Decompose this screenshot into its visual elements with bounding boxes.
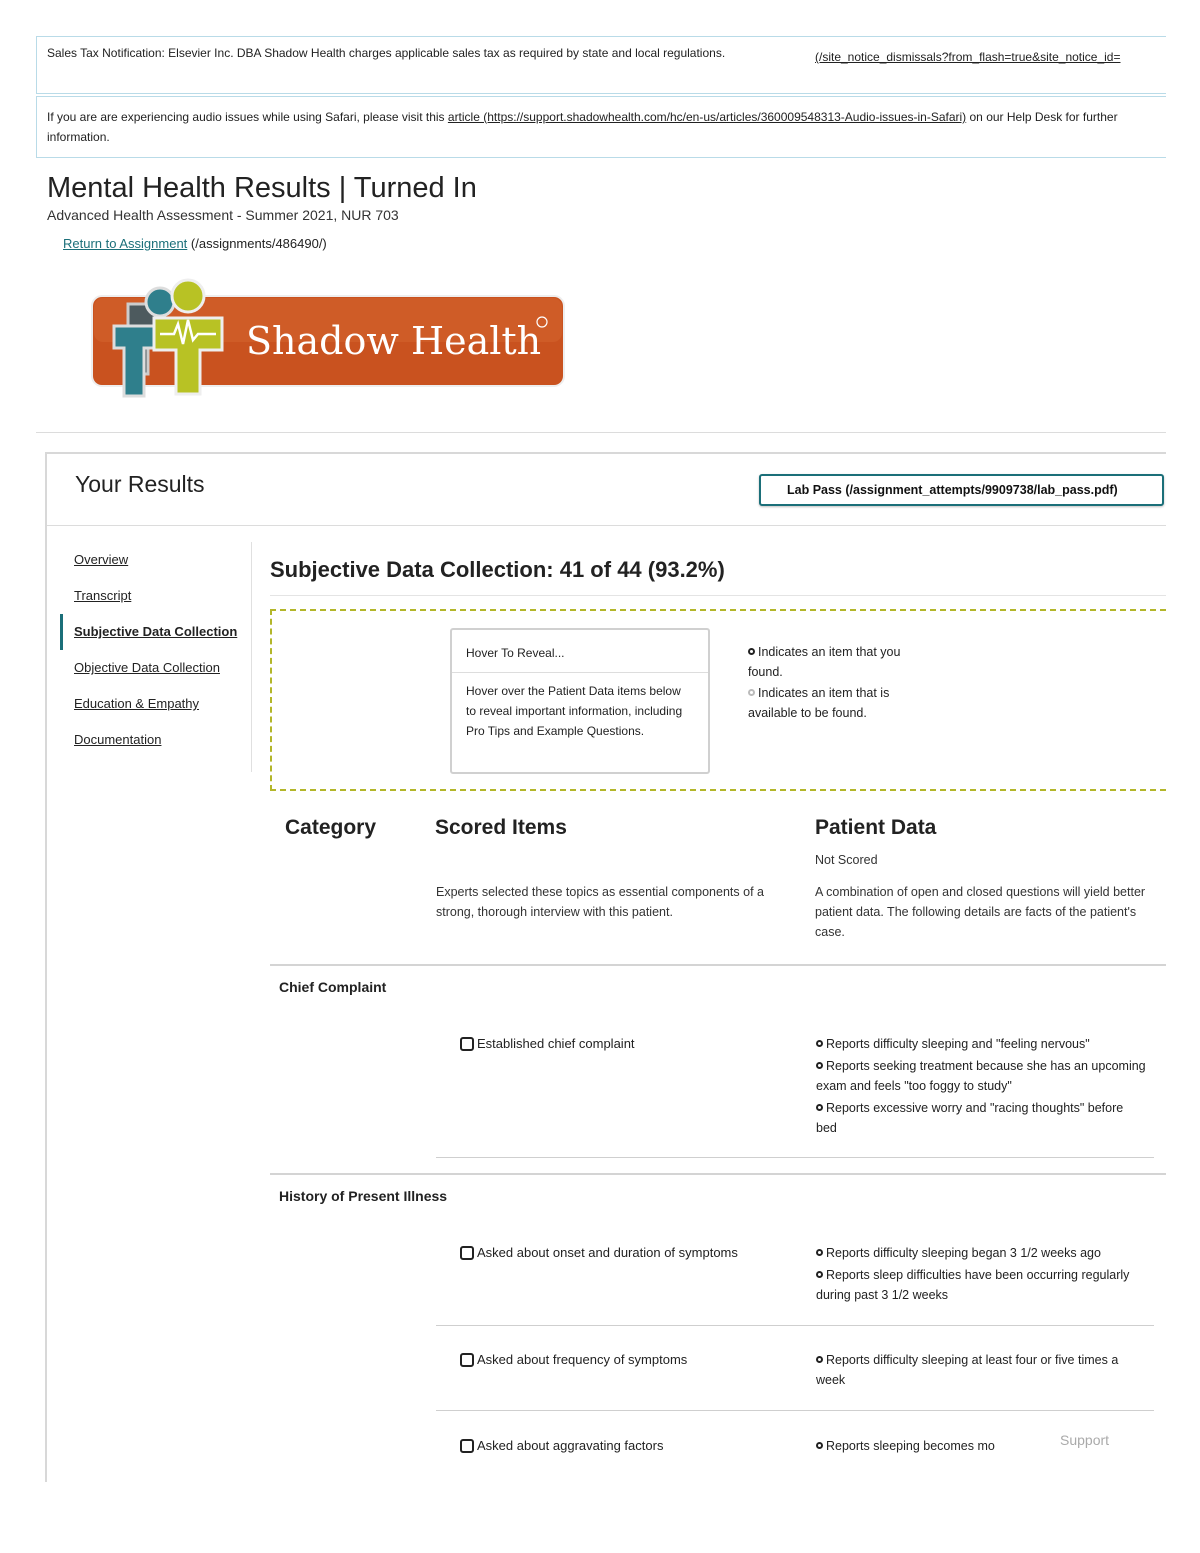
column-scored-items: Scored Items [435,816,567,839]
section-title: Subjective Data Collection: 41 of 44 (93.2%) [270,557,725,582]
patient-data-text: Reports difficulty sleeping and "feeling nervous" [826,1037,1090,1051]
found-dot-icon [816,1062,823,1069]
page-title: Mental Health Results | Turned In [47,172,477,204]
patient-data-item[interactable] [816,1243,1146,1263]
found-dot-icon [816,1442,823,1449]
divider [36,432,1166,433]
scored-item [460,1352,687,1367]
patient-data-not-scored: Not Scored [815,853,878,867]
found-dot-icon [816,1040,823,1047]
nav-documentation[interactable]: Documentation [74,732,162,747]
section-divider [270,595,1166,596]
nav-objective-data-collection[interactable]: Objective Data Collection [74,660,220,675]
patient-data-text: Reports difficulty sleeping began 3 1/2 weeks ago [826,1246,1101,1260]
nav-transcript[interactable]: Transcript [74,588,132,603]
lab-pass-button[interactable]: Lab Pass (/assignment_attempts/9909738/lab_pass.pdf) [759,474,1164,506]
found-dot-icon [816,1249,823,1256]
logo-wordmark: Shadow Health [246,319,542,363]
nav-overview[interactable]: Overview [74,552,129,567]
patient-data-item[interactable] [816,1265,1146,1305]
safari-notice-suffix: on our Help Desk for further information. [47,110,1118,144]
patient-data-text: Reports seeking treatment because she has an upcoming exam and feels "too foggy to study" [816,1059,1146,1093]
patient-data-text: Reports sleeping becomes mo [826,1439,995,1453]
found-dot-icon [748,648,755,655]
checkbox-icon [460,1246,474,1260]
category-divider [270,1173,1166,1175]
hover-to-reveal-card [450,628,710,774]
return-to-assignment[interactable] [63,236,327,251]
results-header-divider [47,525,1166,526]
patient-data-item[interactable] [816,1056,1146,1096]
nav-education-empathy[interactable]: Education & Empathy [74,696,200,711]
scored-item [460,1036,635,1051]
hover-card-heading: Hover To Reveal... [452,630,708,673]
patient-data-list [816,1350,1146,1392]
patient-data-item[interactable] [816,1436,1016,1456]
nav-subjective-data-collection[interactable]: Subjective Data Collection [60,614,251,650]
patient-data-list [816,1243,1146,1307]
scored-item [460,1245,738,1260]
found-dot-icon [816,1104,823,1111]
legend-box [270,609,1166,791]
scored-item-label: Established chief complaint [477,1036,635,1051]
patient-data-note: A combination of open and closed questions will yield better patient data. The following details are facts of the patient's case. [815,885,1146,939]
legend-found-text: Indicates an item that you found. [748,645,901,679]
category-history-present-illness: History of Present Illness [279,1188,448,1204]
patient-data-list [816,1034,1146,1140]
category-chief-complaint: Chief Complaint [279,979,387,995]
checkbox-icon [460,1439,474,1453]
legend-available [748,683,938,723]
patient-data-text: Reports difficulty sleeping at least four or five times a week [816,1353,1119,1387]
shadow-health-logo [88,274,568,404]
results-side-nav [60,542,252,772]
scored-items-note: Experts selected these topics as essential components of a strong, thorough interview with this patient. [436,885,764,919]
available-dot-icon [748,689,755,696]
patient-data-list [816,1436,1016,1458]
sales-tax-notice [36,36,1166,94]
row-divider [436,1157,1154,1158]
return-link-url: (/assignments/486490/) [187,236,327,251]
patient-data-item[interactable] [816,1098,1146,1138]
row-divider [436,1410,1154,1411]
patient-data-item[interactable] [816,1034,1146,1054]
patient-data-text: Reports excessive worry and "racing thoughts" before bed [816,1101,1124,1135]
hover-card-body: Hover over the Patient Data items below to reveal important information, including Pro Tips and Example Questions. [466,684,683,738]
row-divider [436,1325,1154,1326]
scored-item-label: Asked about frequency of symptoms [477,1352,688,1367]
return-link-label[interactable]: Return to Assignment [63,236,188,251]
checkbox-icon [460,1037,474,1051]
column-category: Category [285,816,377,839]
sales-tax-message: Sales Tax Notification: Elsevier Inc. DBA Shadow Health charges applicable sales tax as required by state and local regulations. [47,46,726,60]
safari-notice-prefix: If you are are experiencing audio issues while using Safari, please visit this [47,110,448,124]
scored-item-label: Asked about onset and duration of symptoms [477,1245,738,1260]
legend-available-text: Indicates an item that is available to be found. [748,686,890,720]
dismiss-notice-link[interactable]: (/site_notice_dismissals?from_flash=true&site_notice_id= [815,50,1121,64]
found-dot-icon [816,1356,823,1363]
safari-article-link[interactable]: article (https://support.shadowhealth.com/hc/en-us/articles/360009548313-Audio-issues-in-Safari) [447,110,967,124]
legend-found [748,642,938,682]
checkbox-icon [460,1353,474,1367]
safari-audio-notice [36,96,1166,158]
scored-item-label: Asked about aggravating factors [477,1438,664,1453]
scored-item [460,1438,663,1453]
table-divider [270,964,1166,966]
results-title: Your Results [75,471,205,497]
patient-data-item[interactable] [816,1350,1146,1390]
patient-data-text: Reports sleep difficulties have been occurring regularly during past 3 1/2 weeks [816,1268,1130,1302]
column-patient-data: Patient Data [815,816,937,839]
found-dot-icon [816,1271,823,1278]
support-button[interactable]: Support [1060,1432,1110,1448]
course-subtitle: Advanced Health Assessment - Summer 2021, NUR 703 [47,207,399,223]
